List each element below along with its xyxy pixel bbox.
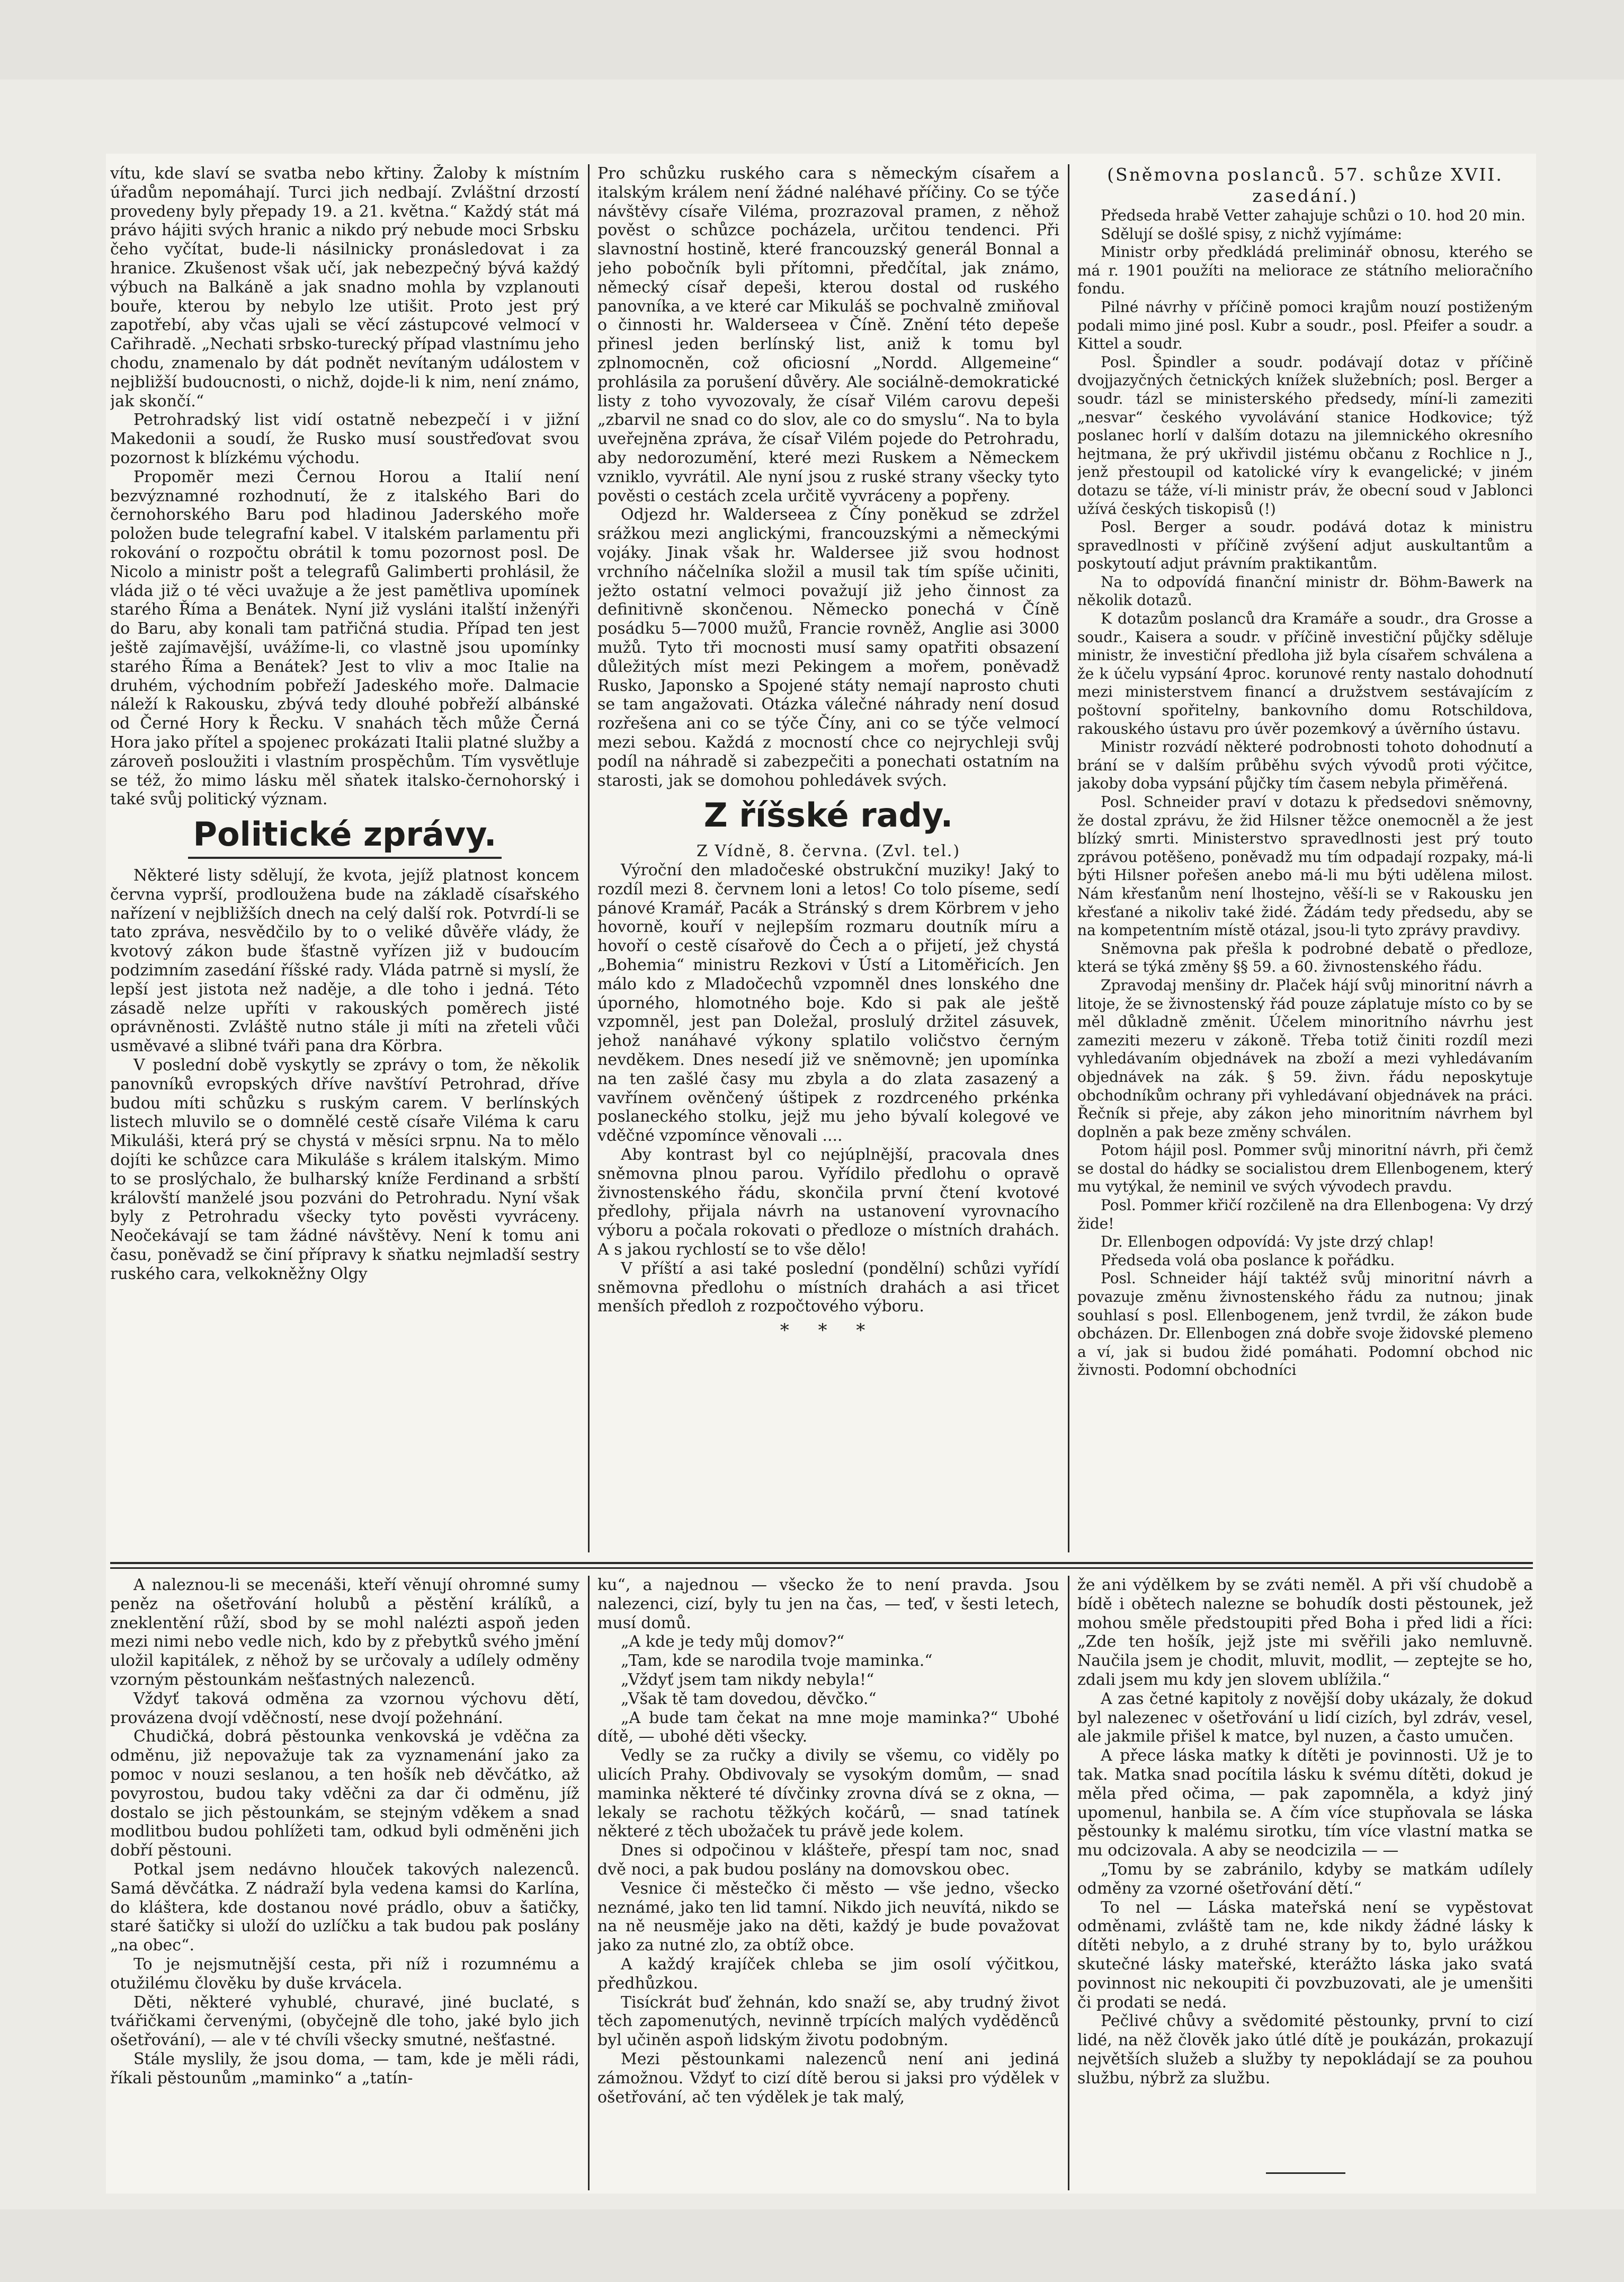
newspaper-page: [106, 154, 1536, 2194]
feuilleton-col3-paragraph-4: „Tomu by se zabránilo, kdyby se matkám udílely odměny za vzorné ošetřování dětí.“: [1077, 1860, 1533, 1898]
feuilleton-col2-paragraph-4: „Vždyť jsem tam nikdy nebyla!“: [621, 1670, 875, 1689]
col1-paragraph-4: Některé listy sdělují, že kvota, jejíž platnost koncem června vyprší, prodloužena bude na základě císařského nařízení v nejbližších dnech na celý další rok. Potvrdí-li se tato zpráva, nesvědčilo by to o veliké důvěře vlády, že kvotový zákon bude šťastně vyřízen již v budoucím podzimním zasedání říšské rady. Vláda patrně si myslí, že lepší jest jistota než naděje, a dle toho i jedná. Této zásadě nelze upříti v rakouských poměrech jisté oprávněnosti. Zvláště nutno stále ji míti na zřeteli vůči usměvavé a slibné tváři pana dra Körbra.: [110, 866, 579, 1056]
col3-paragraph-10: Posl. Schneider praví v dotazu k předsedovi sněmovny, že dostal zprávu, že žid Hilsner těžce onemocněl a že jest blízký smrti. Ministerstvo spravedlnosti jest prý touto zprávou potěšeno, poněvadž mu tím odpadají rozpaky, má-li býti Hilsner pořešen anebo má-li mu býti udělena milost. Nám křesťanům není lhostejno, věší-li se v Rakousku jen křesťané a nikoliv také židé. Žádám tedy předsedu, aby se na kompetentním místě otázal, jsou-li tyto zprávy pravdivy.: [1077, 793, 1533, 939]
column-rule-2: [1068, 164, 1069, 1552]
scan-edge-bottom: [0, 2209, 1624, 2282]
col3-paragraph-12: Zpravodaj menšiny dr. Plaček hájí svůj minoritní návrh a litoje, že se živnostenský řád pouze záplatuje místo co by se měl důkladně změnit. Účelem minoritního návrhu jest zameziti mezeru v zákoně. Třeba totiž činiti rozdíl mezi vyhledávaním objednávek na zboží a mezi vyhledávaním objednávek na zák. § 59. živn. řádu neposkytuje obchodníkům ochrany při vyhledávaní objednávek na práci. Řečník si přeje, aby zákon jeho minoritním návrhem byl doplněn a pak beze změny schválen.: [1077, 976, 1533, 1141]
col3-paragraph-17: Posl. Schneider hájí taktéž svůj minoritní návrh a povazuje změnu živnostenského řádu za nutnou; jinak souhlasí s posl. Ellenbogenem, jenž tvrdil, že zákon bude obcházen. Dr. Ellenbogen zná dobře svoje židovské plemeno a ví, jak si budou židé pomáhati. Podomní obchod nic živnosti. Podomní obchodníci: [1077, 1269, 1533, 1379]
col1-paragraph-2: Petrohradský list vidí ostatně nebezpečí i v jižní Makedonii a soudí, že Rusko musí soustřeďovat svou pozornost k blízkému východu.: [110, 411, 579, 467]
column-3: [1077, 164, 1533, 1552]
feuilleton-rule-1: [588, 1576, 590, 2190]
feuilleton-col2-paragraph-10: A každý krajíček chleba se jim osolí výčitkou, předhůzkou.: [597, 1955, 1059, 1993]
col3-paragraph-9: Ministr rozvádí některé podrobnosti tohoto dohodnutí a brání se v dalším průběhu svých vývodů proti výčitce, jakoby doba vypsání půjčky tím časem nebyla přiměřená.: [1077, 738, 1533, 793]
col3-paragraph-1: Předseda hrabě Vetter zahajuje schůzi o 10. hod 20 min.: [1101, 207, 1525, 224]
feuilleton-col3-paragraph-3: A přece láska matky k dítěti je povinnosti. Už je to tak. Matka snad pocítila lásku k svému dítěti, dokud je měla před očima, — pak zapomněla, a kdyż jiný upomenul, hanbila se. A čím více stupňovala se láska pěstounky k malému sirotku, tím více vlastní matka se mu odcizovala. A aby se neodcizila — —: [1077, 1746, 1533, 1860]
feuilleton-column-1: [110, 1576, 579, 2190]
col3-paragraph-6: Posl. Berger a soudr. podává dotaz k ministru spravedlnosti v příčině zvýšení adjut auskultantům a poskytoutí adjut právním praktikantům.: [1077, 518, 1533, 573]
feuilleton-separator-inner: [110, 1567, 1533, 1569]
feuilleton-col2-paragraph-2: „A kde je tedy můj domov?“: [621, 1632, 845, 1651]
col1-paragraph-1: vítu, kde slaví se svatba nebo křtiny. Žaloby k místním úřadům nepomáhají. Turci jich nedbají. Zvláštní drzostí provedeny byly přepady 19. a 21. května.“ Každý stát má právo hájiti svých hranic a nikdo prý nebude moci Srbsku čeho vyčítat, bude-li násilnicky pronásledovat i za hranice. Zkušenost však učí, jak nebezpečný bývá každý výbuch na Balkáně a jak snadno mohla by vzplanouti bouře, kterou by nebylo lze utišit. Proto jest prý zapotřebí, aby včas ujali se věcí zástupcové velmocí v Cařihradě. „Nechati srbsko-turecký případ vlastnímu jeho chodu, znamenalo by dát podnět nevítaným událostem v nejbližší budoucnosti, o nichž, dojde-li k nim, není známo, jak skončí.“: [110, 164, 579, 411]
feuilleton-col2-paragraph-11: Tisíckrát buď žehnán, kdo snaží se, aby trudný život těch zapomenutých, nevinně trpících malých vyděděnců byl učiněn aspoň lidským životu podobným.: [597, 1993, 1059, 2050]
end-rule: [1266, 2172, 1345, 2174]
col2-paragraph-4: Aby kontrast byl co nejúplnější, pracovala dnes sněmovna plnou parou. Vyřídilo předlohu o opravě živnostenského řádu, skončila první čtení kvotové předlohy, přijala návrh na ustanovení vyrovnacího výboru a počala rokovati o předloze o místních drahách. A s jakou rychlostí se to vše dělo!: [597, 1146, 1059, 1259]
col2-paragraph-1: Pro schůzku ruského cara s německým císařem a italským králem není žádné naléhavé příčiny. Co se týče návštěvy císaře Viléma, prozrazoval pramen, z něhož pověst o schůzce pocházela, určitou tendenci. Při slavnostní hostině, které francouzský generál Bonnal a jeho pobočník byli přítomni, předčítal, jak známo, německý císař depeši, kterou dostal od ruského panovníka, a ve které car Mikuláš se pochvalně zmiňoval o činnosti hr. Walderseea v Číně. Znění této depeše přinesl jeden berlínský list, aniž k tomu byl zplnomocněn, což oficiosní „Nordd. Allgemeine“ prohlásila za porušení důvěry. Ale sociálně-demokratické listy z toho vyvozovaly, že císař Vilém carovu depeši „zbarvil ne snad co do slov, ale co do smyslu“. Na to byla uveřejněna zpráva, že císař Vilém pojede do Petrohradu, aby nedorozumění, které mezi Ruskem a Německem vzniklo, vyvrátil. Ale nyní jsou z ruské strany všecky tyto pověsti o cestách zcela určitě vyvráceny a popřeny.: [597, 164, 1059, 505]
column-2: [597, 164, 1059, 1552]
column-rule-1: [588, 164, 590, 1552]
feuilleton-col1-paragraph-6: Děti, některé vyhublé, churavé, jiné buclaté, s tvářičkami červenými, (obyčejně dle toho, jaké bylo jich ošetřování), — ale v té chvíli všecky smutné, nešťastné.: [110, 1993, 579, 2050]
feuilleton-column-2: [597, 1576, 1059, 2190]
col1-paragraph-5: V poslední době vyskytly se zprávy o tom, že několik panovníků evropských dříve navštíví Petrohrad, dříve budou míti schůzku s ruským carem. V berlínských listech mluvilo se o domnělé cestě císaře Viléma k caru Mikuláši, která prý se chystá v měsíci srpnu. Na to mělo dojíti ke schůzce cara Mikuláše s králem italským. Mimo to se proslýchalo, že bulharský kníže Ferdinand a srbští královští manželé jsou pozváni do Petrohradu. Nyní však byly z Petrohradu všecky tyto pověsti vyvráceny. Neočekávají se tam žádné návštěvy. Není k tomu ani času, poněvadž se činí přípravy k sňatku nejmladší sestry ruského cara, velkokněžny Olgy: [110, 1056, 579, 1283]
col2-paragraph-5: V příští a asi také poslední (pondělní) schůzi vyřídí sněmovna předlohu o místních drahách a asi třicet menších předloh z rozpočtového výboru.: [597, 1259, 1059, 1316]
col3-paragraph-7: Na to odpovídá finanční ministr dr. Böhm-Bawerk na několik dotazů.: [1077, 573, 1533, 609]
feuilleton-col3-paragraph-1: že ani výdělkem by se zváti neměl. A při vší chudobě a bídě i obětech nalezne se bohudík dosti pěstounek, jež mohou směle předstoupiti před Boha i před lidi a říci: „Zde ten hošík, jejž jste mi svěřili jako nemluvně. Naučila jsem je chodit, mluvit, modlit, — zeptejte se ho, zdali jsem mu kdy jen slovem ublížila.“: [1077, 1576, 1533, 1689]
feuilleton-col1-paragraph-3: Chudičká, dobrá pěstounka venkovská je vděčna za odměnu, již nepovažuje tak za vyznamenání jako za pomoc v nouzi seslanou, a ten hošík neb děvčátko, až povyrostou, budou taky vděčni za dar či odměnu, jíž dostalo se jich pěstounkám, se stejným vděkem a snad modlitbou budou pohlížeti tam, odkud byli odměněni jich dobří pěstouni.: [110, 1727, 579, 1860]
feuilleton-col2-paragraph-5: „Však tě tam dovedou, děvčko.“: [621, 1689, 877, 1708]
col3-session-title: (Sněmovna poslanců. 57. schůze XVII. zasedání.): [1107, 164, 1503, 206]
feuilleton-col3-paragraph-6: Pečlivé chůvy a svědomité pěstounky, první to cizí lidé, na něž člověk jako útlé dítě je poukázán, prokazují největších služeb a služby ty nepokládají se za pouhou službu, nýbrž za službu.: [1077, 2012, 1533, 2088]
feuilleton-col1-paragraph-5: To je nejsmutnější cesta, při níž i rozumnému a otužilému člověku by duše krvácela.: [110, 1955, 579, 1993]
col3-paragraph-11: Sněmovna pak přešla k podrobné debatě o předloze, která se týká změny §§ 59. a 60. živnostenského řádu.: [1077, 939, 1533, 976]
heading-z-risske-rady-text: Z říšské rady.: [703, 796, 953, 835]
feuilleton-col3-paragraph-5: To nel — Láska mateřská není se vypěstovat odměnami, zvláště tam ne, kde nikdy žádné lásky k dítěti nebylo, a z druhé strany by to, bylo urážkou skutečné lásky mateřské, kterážto láska jako svatá povinnost nic nekoupiti či povzbuzovati, ale je umenšiti či prodati se nedá.: [1077, 1898, 1533, 2012]
col3-paragraph-4: Pilné návrhy v příčině pomoci krajům nouzí postiženým podali mimo jiné posl. Kubr a soudr., posl. Pfeifer a soudr. a Kittel a soudr.: [1077, 298, 1533, 353]
feuilleton-column-3: [1077, 1576, 1533, 2190]
col3-paragraph-16: Předseda volá oba poslance k pořádku.: [1101, 1251, 1395, 1269]
heading-politicke-zpravy: [110, 815, 579, 859]
col3-paragraph-8: K dotazům poslanců dra Kramáře a soudr., dra Grosse a soudr., Kaisera a soudr. v příčině investiční půjčky sděluje ministr, že investiční předloha již byla císařem schválena a že k účelu vypsání 4proc. korunové renty nastalo dohodnutí mezi ministerstvem financí a družstvem sestávajícím z poštovní spořitelny, bankovního domu Rotschildova, rakouského ústavu pro úvěr pozemkový a úvěrního ústavu.: [1077, 610, 1533, 738]
col1-paragraph-3: Propomĕr mezi Černou Horou a Italií není bezvýznamné rozhodnutí, že z italského Bari do černohorského Baru pod hladinou Jaderského moře položen bude telegrafní kabel. V italském parlamentu při rokování o rozpočtu obrátil k tomu pozornost posl. De Nicolo a ministr pošt a telegrafů Galimberti prohlásil, že vláda již o té věci uvažuje a že jest pamětliva upomínek starého Říma a Benátek. Nyní již vysláni italští inženýři do Baru, aby konali tam patřičná studia. Případ ten jest ještě zajímavější, uvážíme-li, co vlastně jsou upomínky starého Říma a Benátek? Jest to vliv a moc Italie na druhém, východním pobřeží Jadeského moře. Dalmacie náleží k Rakousku, zbývá tedy dlouhé pobřeží albánské od Černé Hory k Řecku. V snahách těch může Černá Hora jako přítel a spojenec prokázati Italii platné služby a zároveň posloužiti i vlastním prospěchům. Tím vysvětluje se též, žo mimo lásku měl sňatek italsko-černohorský i také svůj politický význam.: [110, 467, 579, 809]
col3-paragraph-13: Potom hájil posl. Pommer svůj minoritní návrh, při čemž se dostal do hádky se socialistou drem Ellenbogenem, který mu vytýkal, že neminil ve svých vývodech pravdu.: [1077, 1141, 1533, 1196]
feuilleton-col3-paragraph-2: A zas četné kapitoly z novější doby ukázaly, že dokud byl nalezenec v ošetřování u lidí cizích, byl zdráv, vesel, ale jakmile přišel k matce, byl nuzen, a často umučen.: [1077, 1689, 1533, 1746]
feuilleton-col1-paragraph-2: Vždyť taková odměna za vzornou výchovu dětí, provázena dvojí vděčností, nese dvojí požehnání.: [110, 1689, 579, 1727]
col2-paragraph-3: Výroční den mladočeské obstrukční muziky! Jaký to rozdíl mezi 8. červnem loni a letos! Co tolo píseme, sedí pánové Kramář, Pacák a Stránský s drem Körbrem v jeho hovorně, kouří v nejlepším rozmaru doutník míru a hovoří o cestě císařově do Čech a o přijetí, jež chystá „Bohemia“ ministru Rezkovi v Ústí a Litoměřicích. Jen málo kdo z Mladočechů vzpomněl dnes lonského dne úporného, hlomotného boje. Kdo si pak ale ještě vzpomněl, jest pan Doležal, proslulý držitel zásuvek, jehož nanáhavé výkony splatilo voličstvo černým nevděkem. Dnes nesedí již ve sněmovně; jen upomínka na ten zašlé časy mu zbyla a do zlata zasazený a vavřínem ověnčený úštipek z rozdrceného prkénka poslaneckého stolku, jejž mu jeho bývalí kolegové ve vděčné vzpomínce věnovali ....: [597, 861, 1059, 1146]
feuilleton-col2-paragraph-1: ku“, a najednou — všecko že to není pravda. Jsou nalezenci, cizí, byly tu jen na čas, — teď, v šesti letech, musí domů.: [597, 1576, 1059, 1632]
col2-paragraph-2: Odjezd hr. Walderseea z Číny poněkud se zdržel srážkou mezi anglickými, francouzskými a německými vojáky. Jinak však hr. Waldersee již svou hodnost vrchního náčelníka složil a musil tak tím spíše učiniti, ježto ostatní velmoci považují již jeho činnost za definitivně skončenou. Německo ponechá v Číně posádku 5—7000 mužů, Francie rovněž, Anglie asi 3000 mužů. Tyto tři mocnosti musí samy opatřiti obsazení důležitých míst mezi Pekingem a mořem, poněvadž Rusko, Japonsko a Spojené státy nemají naprosto chuti se tam angažovati. Otázka válečné náhrady není dosud rozřešena ani co se týče Číny, ani co se týče velmocí mezi sebou. Každá z mocností chce co nejrychleji svůj podíl na náhradě si zabezpečiti a ponechati ostatním na starosti, jak se domohou pohledávek svých.: [597, 505, 1059, 790]
heading-politicke-zpravy-text: Politické zprávy.: [188, 815, 502, 859]
feuilleton-col1-paragraph-4: Potkal jsem nedávno hlouček takových nalezenců. Samá děvčátka. Z nádraží byla vedena kamsi do Karlína, do kláštera, kde dostanou nové prádlo, obuv a šatičky, staré šatičky si uloží do uzlíčku a tak budou pak poslány „na obec“.: [110, 1860, 579, 1955]
feuilleton-col2-paragraph-12: Mezi pěstounkami nalezenců není ani jediná zámožnou. Vždyť to cizí dítě berou si jaksi pro výdělek v ošetřování, ač ten výdělek je tak malý,: [597, 2049, 1059, 2107]
column-1: [110, 164, 579, 1552]
col3-paragraph-15: Dr. Ellenbogen odpovídá: Vy jste drzý chlap!: [1101, 1233, 1434, 1251]
col3-paragraph-2: Sdělují se došlé spisy, z nichž vyjímáme:: [1101, 225, 1403, 243]
heading-z-risske-rady: [597, 796, 1059, 834]
feuilleton-col2-paragraph-9: Vesnice či městečko či město — vše jedno, všecko neznámé, jako ten lid tamní. Nikdo jich neuvítá, nikdo se na ně neusměje jako na děti, každý je bude považovat jako za nutné zlo, za obtíž obce.: [597, 1879, 1059, 1955]
feuilleton-col1-paragraph-7: Stále myslily, že jsou doma, — tam, kde je měli rádi, říkali pěstounům „maminko“ a „tatín-: [110, 2049, 579, 2088]
col3-paragraph-3: Ministr orby předkládá preliminář obnosu, kterého se má r. 1901 použíti na meliorace ze státního melioračního fondu.: [1077, 243, 1533, 298]
col2-dateline: Z Vídně, 8. června. (Zvl. tel.): [696, 842, 961, 861]
feuilleton-rule-2: [1068, 1576, 1069, 2190]
col2-stars: * * *: [780, 1320, 877, 1342]
feuilleton-col2-paragraph-6: „A bude tam čekat na mne moje maminka?“ Ubohé dítě, — ubohé děti všecky.: [597, 1708, 1059, 1746]
col3-paragraph-14: Posl. Pommer křičí rozčileně na dra Ellenbogena: Vy drzý žide!: [1077, 1196, 1533, 1232]
feuilleton-col1-paragraph-1: A naleznou-li se mecenáši, kteří věnují ohromné sumy peněz na ošetřování holubů a pěstění králíků, a zneklentění růží, sbod by se mohl nalézti aspoň jeden mezi nimi nebo vedle nich, kdo by z přebytků svého jmění uložil kapitálek, z něhož by se určovaly a udílely odměny vzorným pěstounkám nešťastných nalezenců.: [110, 1576, 579, 1689]
feuilleton-separator: [110, 1562, 1533, 1564]
scan-edge-top: [0, 0, 1624, 79]
col3-paragraph-5: Posl. Špindler a soudr. podávají dotaz v příčině dvojjazyčných četnických knížek služebních; posl. Berger a soudr. tázl se ministerského předsedy, míní-li zameziti „nesvar“ českého vyvolávání stanice Hodkovice; týž poslanec horlí v dalším dotazu na jilemnického okresního hejtmana, že prý ukřivdil jistému občanu z Rochlice n J., jenž přestoupil od katolické víry k evangelické; v jiném dotazu se táže, ví-li ministr práv, že obecní soud v Jablonci užívá českých tiskopisů (!): [1077, 353, 1533, 518]
feuilleton-col2-paragraph-7: Vedly se za ručky a divily se všemu, co viděly po ulicích Prahy. Obdivovaly se vysokým domům, — snad maminka některé té dívčinky zrovna dívá se z okna, — lekaly se rachotu těžkých kočárů, — snad tatínek některé z těch ubožaček tu právě jede kolem.: [597, 1746, 1059, 1841]
feuilleton-col2-paragraph-3: „Tam, kde se narodila tvoje maminka.“: [621, 1651, 933, 1671]
feuilleton-col2-paragraph-8: Dnes si odpočinou v klášteře, přespí tam noc, snad dvě noci, a pak budou poslány na domovskou obec.: [597, 1841, 1059, 1879]
